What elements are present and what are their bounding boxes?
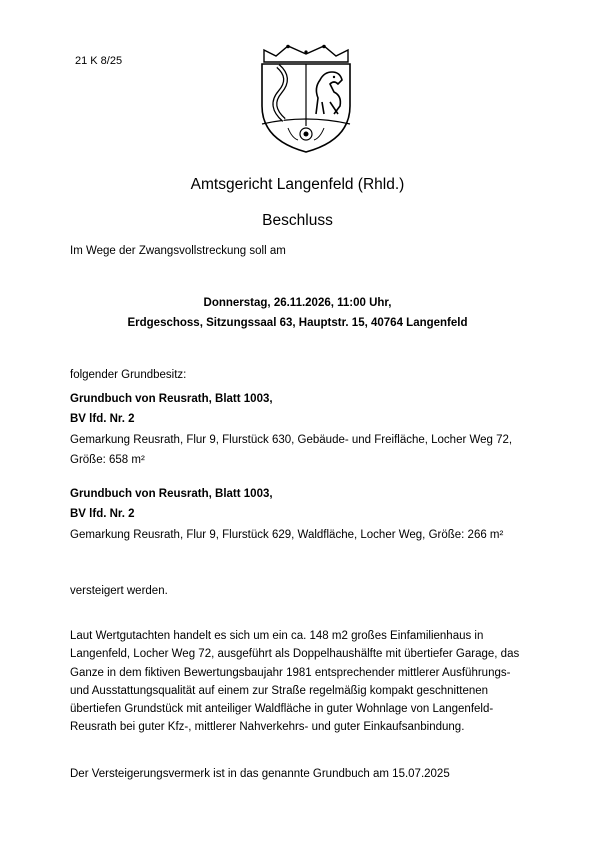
property-label: folgender Grundbesitz: [70,369,187,381]
parcel-register: Grundbuch von Reusrath, Blatt 1003, [70,393,273,405]
case-number: 21 K 8/25 [75,55,123,67]
parcel-entry: BV lfd. Nr. 2 [70,413,135,425]
parcel-description: Gemarkung Reusrath, Flur 9, Flurstück 629, Waldfläche, Locher Weg, Größe: 266 m² [70,529,504,541]
appointment-date: Donnerstag, 26.11.2026, 11:00 Uhr, [203,297,392,309]
parcel-register: Grundbuch von Reusrath, Blatt 1003, [70,488,273,500]
auction-note: versteigert werden. [70,585,168,597]
valuation-paragraph: Laut Wertgutachten handelt es sich um ein ca. 148 m2 großes Einfamilienhaus in Langenfeld, Locher Weg 72, ausgeführt als Doppelhaushälfte mit übertiefer Garage, das Ganze in dem fiktiven Bewertungsbaujahr 1981 entsprechender mittlerer Ausführungs- und Ausstattungsqualität auf einem zur Straße regelmäßig kompakt geschnittenen übertiefen Grundstück mit anteiliger Waldfläche in guter Wohnlage von Langenfeld-Reusrath bei guter Kfz-, mittlerer Nahverkehrs- und guter Einkaufsanbindung. [70,630,520,734]
nrw-coat-of-arms-icon [258,44,354,154]
appointment-location: Erdgeschoss, Sitzungssaal 63, Hauptstr. 15, 40764 Langenfeld [127,317,468,329]
court-name: Amtsgericht Langenfeld (Rhld.) [190,176,405,193]
intro-text: Im Wege der Zwangsvollstreckung soll am [70,245,286,257]
parcel-description: Gemarkung Reusrath, Flur 9, Flurstück 630, Gebäude- und Freifläche, Locher Weg 72, Größe: 658 m² [70,434,513,466]
parcel-entry: BV lfd. Nr. 2 [70,508,135,520]
registration-note: Der Versteigerungsvermerk ist in das genannte Grundbuch am 15.07.2025 [70,768,450,780]
document-title: Beschluss [262,212,333,229]
